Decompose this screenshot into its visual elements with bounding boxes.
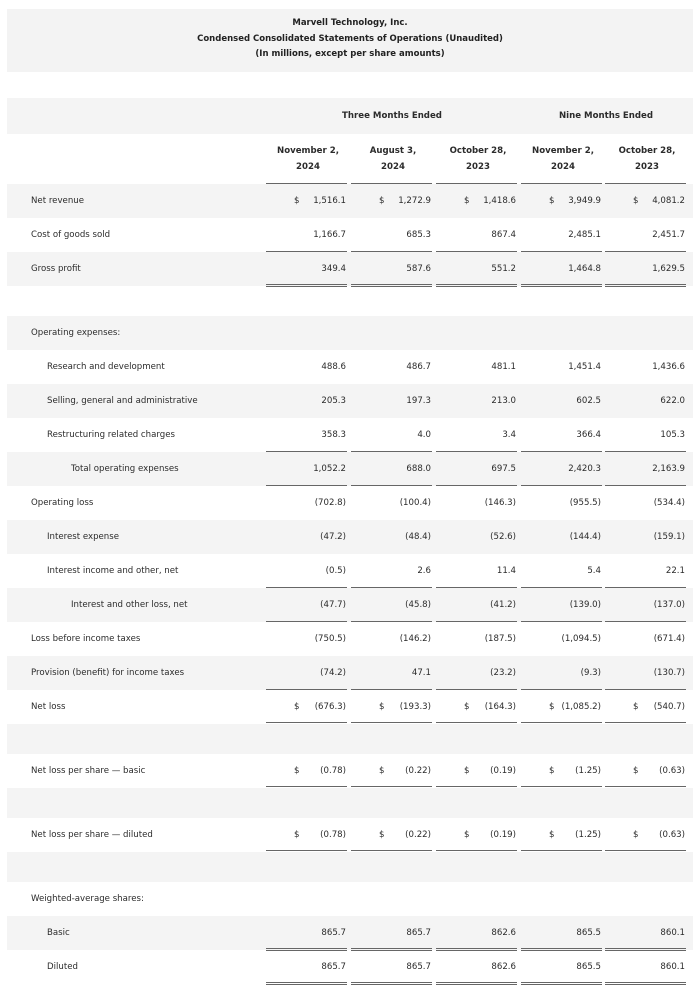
row-label xyxy=(7,724,31,754)
column-date: August 3, xyxy=(369,146,417,156)
group-nine-months: Nine Months Ended xyxy=(558,111,654,121)
cell-value: 488.6 xyxy=(321,362,346,372)
cell-value: 587.6 xyxy=(406,264,431,274)
table-row xyxy=(7,218,693,252)
table-row xyxy=(7,588,693,622)
currency-symbol: $ xyxy=(294,830,300,840)
value-cell xyxy=(266,950,350,984)
row-label-text: Loss before income taxes xyxy=(31,634,141,644)
row-label-text: Net revenue xyxy=(31,196,85,206)
cell-value: (144.4) xyxy=(569,532,601,542)
cell-value: 205.3 xyxy=(321,396,346,406)
value-cell xyxy=(605,690,689,724)
row-label xyxy=(7,656,184,690)
value-cell xyxy=(436,916,520,950)
currency-symbol: $ xyxy=(294,766,300,776)
table-row xyxy=(7,656,693,690)
cell-value: 366.4 xyxy=(576,430,601,440)
value-cell xyxy=(436,350,520,384)
column-header-row xyxy=(7,134,693,184)
currency-symbol: $ xyxy=(464,830,470,840)
value-cell xyxy=(436,656,520,690)
statement-subtitle: (In millions, except per share amounts) xyxy=(255,49,445,59)
value-cell xyxy=(436,818,520,852)
value-cell xyxy=(521,418,605,452)
cell-value: 2,485.1 xyxy=(568,230,601,240)
value-cell xyxy=(605,916,689,950)
cell-value: (137.0) xyxy=(653,600,685,610)
value-cell xyxy=(605,588,689,622)
value-cell xyxy=(605,452,689,486)
value-cell xyxy=(436,520,520,554)
currency-symbol: $ xyxy=(464,196,470,206)
value-cell xyxy=(605,754,689,788)
cell-value: (0.19) xyxy=(490,830,516,840)
row-label-text: Total operating expenses xyxy=(71,464,179,474)
value-cell xyxy=(266,350,350,384)
value-cell xyxy=(266,252,350,286)
value-cell xyxy=(436,252,520,286)
value-cell xyxy=(266,622,350,656)
currency-symbol: $ xyxy=(549,196,555,206)
cell-value: (47.2) xyxy=(320,532,346,542)
cell-value: 1,166.7 xyxy=(313,230,346,240)
row-label-text: Selling, general and administrative xyxy=(47,396,198,406)
table-row xyxy=(7,486,693,520)
cell-value: 481.1 xyxy=(491,362,516,372)
value-cell xyxy=(351,818,435,852)
table-row xyxy=(7,690,693,724)
value-cell xyxy=(436,384,520,418)
cell-value: 1,464.8 xyxy=(568,264,601,274)
cell-value: 1,516.1 xyxy=(313,196,346,206)
currency-symbol: $ xyxy=(464,702,470,712)
currency-symbol: $ xyxy=(633,196,639,206)
value-cell xyxy=(605,384,689,418)
cell-value: 1,272.9 xyxy=(398,196,431,206)
currency-symbol: $ xyxy=(549,702,555,712)
spacer-row xyxy=(7,724,693,754)
table-row xyxy=(7,554,693,588)
cell-value: 213.0 xyxy=(491,396,516,406)
row-label xyxy=(7,452,179,486)
cell-value: 1,436.6 xyxy=(652,362,685,372)
column-year: 2024 xyxy=(381,162,405,172)
cell-value: 865.7 xyxy=(406,928,431,938)
row-label xyxy=(7,554,178,588)
cell-value: (0.78) xyxy=(320,766,346,776)
group-header-row xyxy=(7,98,693,134)
currency-symbol: $ xyxy=(379,766,385,776)
value-cell xyxy=(521,218,605,252)
company-name: Marvell Technology, Inc. xyxy=(292,18,408,28)
cell-value: 860.1 xyxy=(660,928,685,938)
column-header xyxy=(605,134,689,184)
spacer-row xyxy=(7,852,693,882)
row-label xyxy=(7,316,120,350)
cell-value: 865.7 xyxy=(321,962,346,972)
cell-value: 1,629.5 xyxy=(652,264,685,274)
table-row xyxy=(7,950,693,984)
cell-value: (100.4) xyxy=(399,498,431,508)
table-row xyxy=(7,418,693,452)
cell-value: (130.7) xyxy=(653,668,685,678)
value-cell xyxy=(521,554,605,588)
cell-value: (23.2) xyxy=(490,668,516,678)
row-label-text: Basic xyxy=(47,928,70,938)
cell-value: (540.7) xyxy=(653,702,685,712)
value-cell xyxy=(521,622,605,656)
currency-symbol: $ xyxy=(464,766,470,776)
column-header xyxy=(436,134,520,184)
cell-value: (0.22) xyxy=(405,830,431,840)
value-cell xyxy=(521,350,605,384)
row-label-text: Operating loss xyxy=(31,498,94,508)
cell-value: 865.7 xyxy=(406,962,431,972)
value-cell xyxy=(351,916,435,950)
cell-value: (0.63) xyxy=(659,766,685,776)
row-label-text: Diluted xyxy=(47,962,78,972)
value-cell xyxy=(266,218,350,252)
total-double-rule xyxy=(436,982,517,985)
value-cell xyxy=(605,418,689,452)
value-cell xyxy=(351,184,435,218)
row-label xyxy=(7,418,175,452)
value-cell xyxy=(351,588,435,622)
cell-value: (534.4) xyxy=(653,498,685,508)
table-row xyxy=(7,384,693,418)
row-label-text: Interest and other loss, net xyxy=(71,600,188,610)
value-cell xyxy=(266,452,350,486)
value-cell xyxy=(521,818,605,852)
value-cell xyxy=(266,384,350,418)
value-cell xyxy=(436,184,520,218)
value-cell xyxy=(266,818,350,852)
row-label-text: Net loss xyxy=(31,702,66,712)
row-label xyxy=(7,818,153,852)
group-three-months: Three Months Ended xyxy=(342,111,442,121)
row-label xyxy=(7,384,198,418)
column-header xyxy=(351,134,435,184)
value-cell xyxy=(351,384,435,418)
cell-value: 1,418.6 xyxy=(483,196,516,206)
value-cell xyxy=(266,554,350,588)
cell-value: 358.3 xyxy=(321,430,346,440)
cell-value: 349.4 xyxy=(321,264,346,274)
row-label xyxy=(7,286,31,316)
cell-value: 5.4 xyxy=(587,566,601,576)
value-cell xyxy=(436,950,520,984)
cell-value: (146.3) xyxy=(484,498,516,508)
value-cell xyxy=(605,486,689,520)
cell-value: (955.5) xyxy=(569,498,601,508)
value-cell xyxy=(351,754,435,788)
value-cell xyxy=(351,656,435,690)
cell-value: 622.0 xyxy=(660,396,685,406)
value-cell xyxy=(351,690,435,724)
value-cell xyxy=(605,818,689,852)
value-cell xyxy=(436,418,520,452)
cell-value: (0.78) xyxy=(320,830,346,840)
value-cell xyxy=(351,452,435,486)
value-cell xyxy=(351,252,435,286)
total-double-rule xyxy=(351,982,432,985)
table-row xyxy=(7,452,693,486)
cell-value: (702.8) xyxy=(314,498,346,508)
cell-value: (41.2) xyxy=(490,600,516,610)
currency-symbol: $ xyxy=(379,702,385,712)
value-cell xyxy=(351,218,435,252)
spacer-row xyxy=(7,788,693,818)
cell-value: (1,085.2) xyxy=(561,702,601,712)
cell-value: 865.5 xyxy=(576,928,601,938)
cell-value: 2,451.7 xyxy=(652,230,685,240)
cell-value: 862.6 xyxy=(491,962,516,972)
row-label-text: Cost of goods sold xyxy=(31,230,111,240)
cell-value: (52.6) xyxy=(490,532,516,542)
cell-value: (1,094.5) xyxy=(561,634,601,644)
row-label xyxy=(7,350,165,384)
cell-value: (1.25) xyxy=(575,766,601,776)
value-cell xyxy=(605,350,689,384)
column-header xyxy=(521,134,605,184)
value-cell xyxy=(521,950,605,984)
cell-value: (676.3) xyxy=(314,702,346,712)
column-year: 2023 xyxy=(466,162,490,172)
column-date: November 2, xyxy=(277,146,339,156)
value-cell xyxy=(266,486,350,520)
value-cell xyxy=(351,486,435,520)
value-cell xyxy=(521,754,605,788)
column-year: 2023 xyxy=(635,162,659,172)
currency-symbol: $ xyxy=(633,766,639,776)
cell-value: 688.0 xyxy=(406,464,431,474)
value-cell xyxy=(605,622,689,656)
value-cell xyxy=(266,588,350,622)
cell-value: (0.63) xyxy=(659,830,685,840)
table-row xyxy=(7,818,693,852)
spacer-row xyxy=(7,286,693,316)
value-cell xyxy=(521,916,605,950)
cell-value: 697.5 xyxy=(491,464,516,474)
total-double-rule xyxy=(605,982,686,985)
table-row xyxy=(7,916,693,950)
row-label xyxy=(7,916,70,950)
cell-value: 4,081.2 xyxy=(652,196,685,206)
cell-value: (187.5) xyxy=(484,634,516,644)
value-cell xyxy=(351,622,435,656)
column-date: November 2, xyxy=(532,146,594,156)
value-cell xyxy=(605,554,689,588)
row-label-text: Operating expenses: xyxy=(31,328,121,338)
cell-value: (139.0) xyxy=(569,600,601,610)
cell-value: 1,052.2 xyxy=(313,464,346,474)
row-label xyxy=(7,690,65,724)
cell-value: 197.3 xyxy=(406,396,431,406)
cell-value: (0.19) xyxy=(490,766,516,776)
value-cell xyxy=(521,252,605,286)
value-cell xyxy=(436,690,520,724)
value-cell xyxy=(351,520,435,554)
row-label-text: Net loss per share — diluted xyxy=(31,830,153,840)
value-cell xyxy=(436,554,520,588)
row-label xyxy=(7,184,84,218)
cell-value: (0.22) xyxy=(405,766,431,776)
column-header xyxy=(266,134,350,184)
cell-value: (74.2) xyxy=(320,668,346,678)
row-label xyxy=(7,520,119,554)
value-cell xyxy=(436,622,520,656)
value-cell xyxy=(351,418,435,452)
cell-value: 11.4 xyxy=(496,566,516,576)
value-cell xyxy=(436,754,520,788)
cell-value: (671.4) xyxy=(653,634,685,644)
value-cell xyxy=(521,452,605,486)
value-cell xyxy=(521,184,605,218)
currency-symbol: $ xyxy=(294,702,300,712)
cell-value: 602.5 xyxy=(576,396,601,406)
column-date: October 28, xyxy=(618,146,676,156)
row-label xyxy=(7,252,81,286)
cell-value: 4.0 xyxy=(417,430,431,440)
value-cell xyxy=(521,656,605,690)
row-label-text: Gross profit xyxy=(31,264,81,274)
value-cell xyxy=(521,690,605,724)
row-label-text: Provision (benefit) for income taxes xyxy=(31,668,185,678)
value-cell xyxy=(266,418,350,452)
value-cell xyxy=(351,350,435,384)
row-label xyxy=(7,588,188,622)
cell-value: 1,451.4 xyxy=(568,362,601,372)
cell-value: 865.5 xyxy=(576,962,601,972)
cell-value: 2,163.9 xyxy=(652,464,685,474)
cell-value: (750.5) xyxy=(314,634,346,644)
value-cell xyxy=(605,252,689,286)
value-cell xyxy=(436,486,520,520)
currency-symbol: $ xyxy=(549,766,555,776)
value-cell xyxy=(436,218,520,252)
value-cell xyxy=(521,384,605,418)
cell-value: 47.1 xyxy=(411,668,431,678)
row-label-text: Net loss per share — basic xyxy=(31,766,146,776)
cell-value: 2,420.3 xyxy=(568,464,601,474)
statement-header xyxy=(7,9,693,72)
cell-value: (193.3) xyxy=(399,702,431,712)
value-cell xyxy=(266,690,350,724)
table-row xyxy=(7,882,693,916)
row-label-text: Research and development xyxy=(47,362,165,372)
currency-symbol: $ xyxy=(633,702,639,712)
value-cell xyxy=(351,950,435,984)
column-date: October 28, xyxy=(449,146,507,156)
cell-value: (159.1) xyxy=(653,532,685,542)
cell-value: (0.5) xyxy=(325,566,346,576)
value-cell xyxy=(605,218,689,252)
table-row xyxy=(7,350,693,384)
value-cell xyxy=(521,520,605,554)
cell-value: 862.6 xyxy=(491,928,516,938)
row-label xyxy=(7,486,93,520)
row-label xyxy=(7,852,31,882)
table-row xyxy=(7,252,693,286)
row-label xyxy=(7,950,78,984)
cell-value: (47.7) xyxy=(320,600,346,610)
cell-value: 867.4 xyxy=(491,230,516,240)
cell-value: (164.3) xyxy=(484,702,516,712)
currency-symbol: $ xyxy=(379,196,385,206)
value-cell xyxy=(605,950,689,984)
column-year: 2024 xyxy=(551,162,575,172)
table-row xyxy=(7,754,693,788)
cell-value: 551.2 xyxy=(491,264,516,274)
value-cell xyxy=(266,520,350,554)
value-cell xyxy=(605,520,689,554)
cell-value: (1.25) xyxy=(575,830,601,840)
value-cell xyxy=(521,486,605,520)
total-double-rule xyxy=(521,982,602,985)
value-cell xyxy=(266,754,350,788)
cell-value: 105.3 xyxy=(660,430,685,440)
cell-value: 860.1 xyxy=(660,962,685,972)
table-row xyxy=(7,184,693,218)
value-cell xyxy=(351,554,435,588)
cell-value: 22.1 xyxy=(665,566,685,576)
cell-value: (45.8) xyxy=(405,600,431,610)
value-cell xyxy=(521,588,605,622)
cell-value: (146.2) xyxy=(399,634,431,644)
row-label-text: Interest income and other, net xyxy=(47,566,179,576)
table-row xyxy=(7,622,693,656)
column-year: 2024 xyxy=(296,162,320,172)
statement-title: Condensed Consolidated Statements of Operations (Unaudited) xyxy=(197,33,503,44)
cell-value: (48.4) xyxy=(405,532,431,542)
currency-symbol: $ xyxy=(633,830,639,840)
cell-value: 3.4 xyxy=(502,430,516,440)
cell-value: 865.7 xyxy=(321,928,346,938)
value-cell xyxy=(605,184,689,218)
cell-value: 486.7 xyxy=(406,362,431,372)
row-label xyxy=(7,218,110,252)
row-label-text: Restructuring related charges xyxy=(47,430,175,440)
row-label xyxy=(7,754,145,788)
cell-value: (9.3) xyxy=(580,668,601,678)
currency-symbol: $ xyxy=(379,830,385,840)
value-cell xyxy=(266,916,350,950)
row-label xyxy=(7,622,140,656)
cell-value: 2.6 xyxy=(417,566,431,576)
table-row xyxy=(7,520,693,554)
value-cell xyxy=(266,656,350,690)
value-cell xyxy=(266,184,350,218)
table-row xyxy=(7,316,693,350)
value-cell xyxy=(436,588,520,622)
currency-symbol: $ xyxy=(294,196,300,206)
row-label xyxy=(7,882,144,916)
row-label-text: Interest expense xyxy=(47,532,120,542)
cell-value: 685.3 xyxy=(406,230,431,240)
total-double-rule xyxy=(266,982,347,985)
value-cell xyxy=(436,452,520,486)
cell-value: 3,949.9 xyxy=(568,196,601,206)
row-label xyxy=(7,788,31,818)
value-cell xyxy=(605,656,689,690)
income-statement-table xyxy=(7,98,693,984)
currency-symbol: $ xyxy=(549,830,555,840)
row-label-text: Weighted-average shares: xyxy=(31,894,144,904)
